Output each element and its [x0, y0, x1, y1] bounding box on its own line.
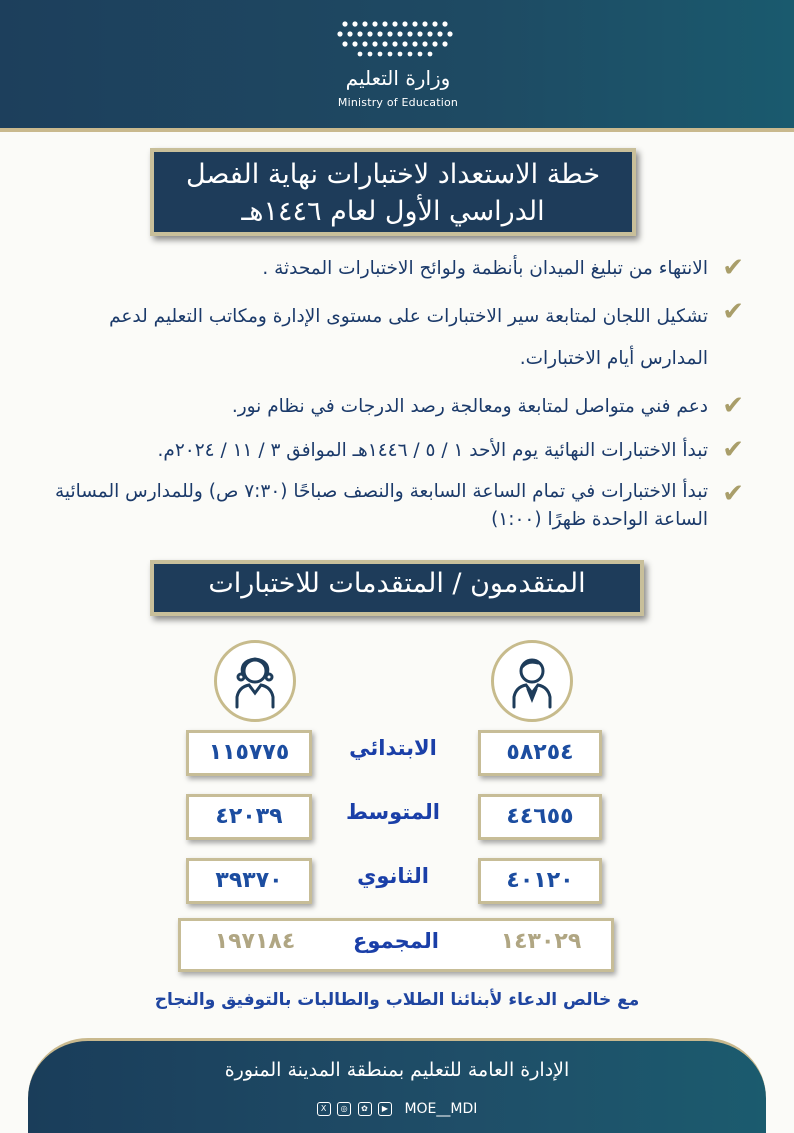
boys-intermediate-count: ٤٤٦٥٥ [478, 794, 602, 840]
page-title: خطة الاستعداد لاختبارات نهاية الفصل الدراسي الأول لعام ١٤٤٦هـ [150, 148, 636, 236]
girls-secondary-count: ٣٩٣٧٠ [186, 858, 312, 904]
x-icon[interactable]: X [317, 1102, 331, 1116]
list-item [44, 252, 744, 286]
list-item [44, 434, 744, 468]
bullet-text: الانتهاء من تبليغ الميدان بأنظمة ولوائح الاختبارات المحدثة . [262, 258, 708, 279]
footer-org-name: الإدارة العامة للتعليم بمنطقة المدينة المنورة [224, 1059, 570, 1081]
social-handle-text[interactable]: MOE__MDI [404, 1101, 478, 1117]
youtube-icon[interactable]: ▶ [378, 1102, 392, 1116]
boys-total-count: ١٤٣٠٢٩ [500, 929, 582, 954]
bullet-text: دعم فني متواصل لمتابعة ومعالجة رصد الدرجات في نظام نور. [231, 396, 708, 417]
list-item [44, 296, 744, 380]
check-icon: ✔ [722, 435, 744, 465]
social-handles [28, 1101, 766, 1117]
check-icon: ✔ [722, 479, 744, 509]
girl-avatar [214, 640, 296, 722]
list-item [44, 478, 744, 534]
boys-primary-count: ٥٨٢٥٤ [478, 730, 602, 776]
snapchat-icon[interactable]: ✿ [358, 1102, 372, 1116]
check-icon: ✔ [722, 297, 744, 327]
boy-avatar [491, 640, 573, 722]
total-label: المجموع [353, 929, 439, 953]
ministry-logo-icon [335, 18, 459, 62]
total-row [178, 918, 614, 972]
check-icon: ✔ [722, 391, 744, 421]
level-intermediate-label: المتوسط [345, 800, 441, 824]
level-secondary-label: الثانوي [357, 864, 429, 888]
bullet-text: تبدأ الاختبارات في تمام الساعة السابعة والنصف صباحًا (٧:٣٠ ص) وللمدارس المسائية الساعة الواحدة ظهرًا (١:٠٠) [54, 481, 708, 530]
instagram-icon[interactable]: ◎ [337, 1102, 351, 1116]
boys-secondary-count: ٤٠١٢٠ [478, 858, 602, 904]
girls-intermediate-count: ٤٢٠٣٩ [186, 794, 312, 840]
list-item [44, 390, 744, 424]
header-banner [0, 0, 794, 132]
closing-prayer: مع خالص الدعاء لأبنائنا الطلاب والطالبات بالتوفيق والنجاح [154, 990, 640, 1010]
footer-banner [28, 1038, 766, 1133]
girls-total-count: ١٩٧١٨٤ [214, 929, 296, 954]
plan-bullet-list [44, 252, 744, 544]
bullet-text: تبدأ الاختبارات النهائية يوم الأحد ١ / ٥ / ١٤٤٦هـ الموافق ٣ / ١١ / ٢٠٢٤م. [157, 440, 708, 461]
check-icon: ✔ [722, 253, 744, 283]
girls-primary-count: ١١٥٧٧٥ [186, 730, 312, 776]
level-primary-label: الابتدائي [349, 736, 437, 760]
girl-icon [225, 651, 285, 711]
ministry-name-english: Ministry of Education [337, 96, 459, 109]
bullet-text: تشكيل اللجان لمتابعة سير الاختبارات على مستوى الإدارة ومكاتب التعليم لدعم المدارس أيام الاختبارات. [109, 306, 708, 369]
applicants-title: المتقدمون / المتقدمات للاختبارات [150, 560, 644, 616]
boy-icon [502, 651, 562, 711]
ministry-name-arabic: وزارة التعليم [345, 66, 451, 90]
